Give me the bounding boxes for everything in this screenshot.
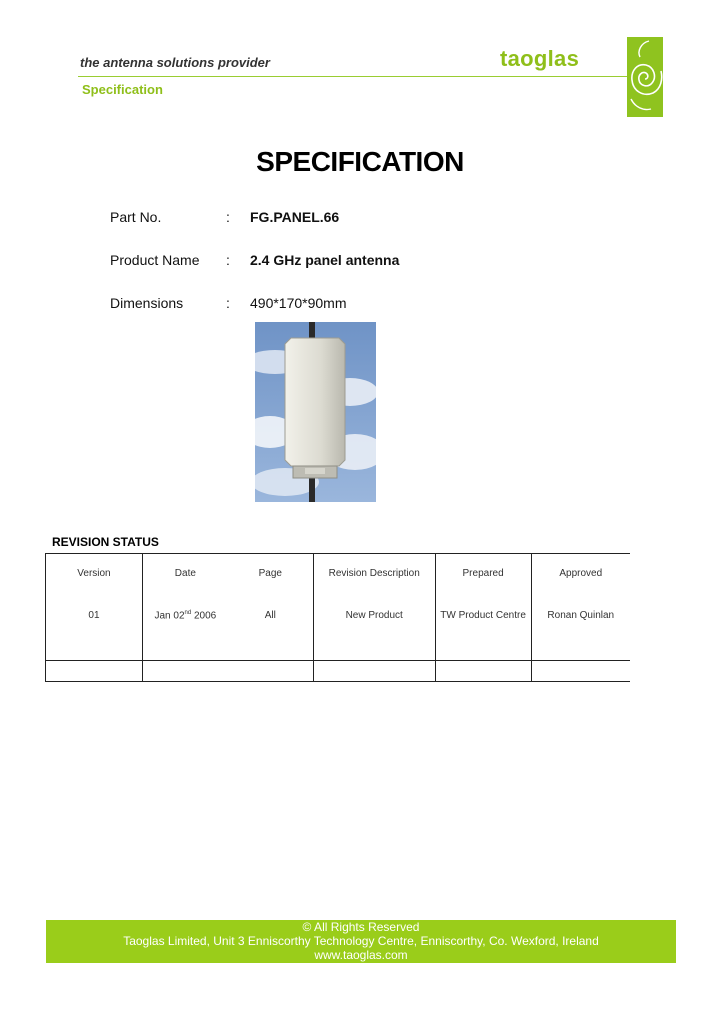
header-date: Date <box>174 568 196 579</box>
page-title: SPECIFICATION <box>256 146 464 177</box>
description-cell <box>313 554 435 661</box>
header-approved: Approved <box>559 568 603 579</box>
spec-label: Product Name <box>110 252 200 268</box>
brand-name: taoglas <box>500 46 580 71</box>
revision-status-heading: REVISION STATUS <box>52 535 159 549</box>
header-description: Revision Description <box>328 568 420 579</box>
value-description: New Product <box>345 610 403 621</box>
header-divider <box>78 76 630 77</box>
date-page-cell <box>142 554 313 661</box>
value-approved: Ronan Quinlan <box>547 610 615 621</box>
product-photo <box>255 322 376 502</box>
spec-label: Dimensions <box>110 295 184 311</box>
spec-value: 490*170*90mm <box>250 295 347 311</box>
footer-banner <box>46 920 676 963</box>
spec-value: 2.4 GHz panel antenna <box>250 252 400 268</box>
revision-table <box>45 553 630 682</box>
header-page: Page <box>258 568 282 579</box>
approved-cell <box>531 554 630 661</box>
value-version: 01 <box>88 610 100 621</box>
version-cell <box>46 554 143 661</box>
value-date: Jan 02nd 2006 <box>154 610 217 622</box>
spec-label: Part No. <box>110 209 162 225</box>
header-prepared: Prepared <box>462 568 504 579</box>
website-link[interactable]: www.taoglas.com <box>314 948 408 962</box>
section-label: Specification <box>82 82 163 97</box>
copyright-text: © All Rights Reserved <box>302 920 420 934</box>
spiral-icon <box>627 37 663 117</box>
spec-colon: : <box>226 209 230 225</box>
company-address: Taoglas Limited, Unit 3 Enniscorthy Technology Centre, Enniscorthy, Co. Wexford, Ireland <box>123 934 599 948</box>
prepared-cell <box>435 554 531 661</box>
spec-colon: : <box>226 252 230 268</box>
value-page: All <box>264 610 276 621</box>
spec-colon: : <box>226 295 230 311</box>
tagline: the antenna solutions provider <box>80 55 270 70</box>
spec-value: FG.PANEL.66 <box>250 209 340 225</box>
table-row <box>46 661 631 682</box>
table-row <box>46 554 631 661</box>
header-version: Version <box>77 568 111 579</box>
value-prepared: TW Product Centre <box>440 610 526 621</box>
taoglas-logo <box>627 37 663 117</box>
